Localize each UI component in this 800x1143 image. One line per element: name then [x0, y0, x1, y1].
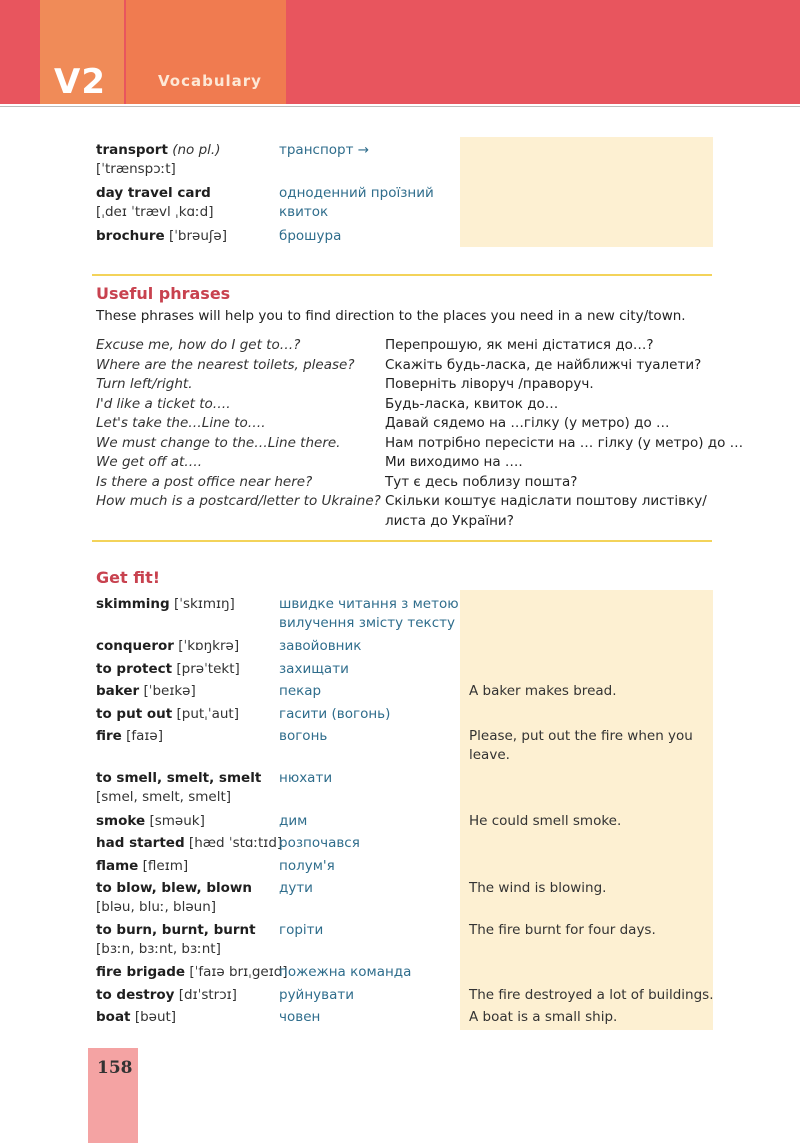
- entry-word: to protect: [96, 661, 173, 677]
- entry-fire-brigade: [96, 963, 288, 982]
- header-divider: [0, 106, 800, 107]
- entry-to-put-out: [96, 705, 239, 724]
- entry-word: to blow, blew, blown: [96, 880, 252, 896]
- entry-example: The wind is blowing.: [469, 880, 607, 896]
- section-title: Vocabulary: [158, 72, 262, 90]
- entry-word: brochure: [96, 228, 165, 244]
- entry-ipa: [prəˈtekt]: [176, 661, 240, 677]
- translation-line: вилучення змісту тексту: [279, 615, 455, 631]
- entry-word: day travel card: [96, 185, 211, 201]
- entry-ipa: [hæd ˈstɑːtɪd]: [188, 835, 283, 851]
- section-divider: [92, 540, 712, 542]
- entry-example: [469, 727, 693, 765]
- entry-translation: горіти: [279, 922, 324, 938]
- entry-translation: захищати: [279, 661, 349, 677]
- entry-word: fire: [96, 728, 122, 744]
- entry-ipa: [ˈtrænspɔːt]: [96, 161, 176, 177]
- entry-transport: [96, 141, 220, 179]
- section-divider: [92, 274, 712, 276]
- entry-translation: нюхати: [279, 770, 333, 786]
- entry-example: A baker makes bread.: [469, 683, 617, 699]
- entry-translation: завойовник: [279, 638, 362, 654]
- entry-word: baker: [96, 683, 140, 699]
- entry-ipa: [putˌˈaut]: [176, 706, 239, 722]
- phrase-en: Let's take the…Line to….: [96, 415, 266, 431]
- entry-ipa: [ˌdeɪ ˈtrævl ˌkɑːd]: [96, 204, 214, 220]
- entry-translation: пожежна команда: [279, 964, 412, 980]
- entry-had-started: [96, 834, 282, 853]
- entry-ipa: [faɪə]: [126, 728, 164, 744]
- entry-word: to smell, smelt, smelt: [96, 770, 262, 786]
- entry-word: to destroy: [96, 987, 175, 1003]
- entry-example: A boat is a small ship.: [469, 1009, 618, 1025]
- entry-translation: брошура: [279, 228, 342, 244]
- entry-translation: руйнувати: [279, 987, 355, 1003]
- entry-example: The fire burnt for four days.: [469, 922, 656, 938]
- entry-example: The fire destroyed a lot of buildings.: [469, 987, 714, 1003]
- entry-ipa: [ˈfaɪə brɪˌgeɪd]: [189, 964, 288, 980]
- unit-code: V2: [54, 62, 106, 102]
- entry-word: smoke: [96, 813, 146, 829]
- translation-line: швидке читання з метою: [279, 596, 459, 612]
- entry-ipa: [fleɪm]: [142, 858, 189, 874]
- entry-to-burn: [96, 921, 256, 959]
- translation-line: квиток: [279, 204, 329, 220]
- phrase-en: Is there a post office near here?: [96, 473, 313, 490]
- entry-boat: [96, 1008, 176, 1027]
- phrase-uk: Перепрошую, як мені дістатися до…?: [385, 337, 654, 353]
- entry-translation: транспорт →: [279, 142, 370, 158]
- entry-translation: вогонь: [279, 728, 328, 744]
- entry-ipa: [ˈbeɪkə]: [143, 683, 196, 699]
- phrase-en: We must change to the…Line there.: [96, 434, 341, 451]
- useful-phrases-intro: These phrases will help you to find direction to the places you need in a new city/town.: [96, 308, 686, 324]
- phrase-uk: Скажіть будь-ласка, де найближчі туалети?: [385, 356, 702, 373]
- entry-ipa: [bɜːn, bɜːnt, bɜːnt]: [96, 941, 221, 957]
- entry-day-travel-card: [96, 184, 214, 222]
- entry-to-destroy: [96, 986, 237, 1005]
- entry-word: to burn, burnt, burnt: [96, 922, 256, 938]
- entry-translation: пекар: [279, 683, 322, 699]
- phrase-en: How much is a postcard/letter to Ukraine?: [96, 493, 381, 509]
- entry-ipa: [bəut]: [134, 1009, 177, 1025]
- entry-fire: [96, 727, 163, 746]
- entry-brochure: [96, 227, 227, 246]
- phrase-en: I'd like a ticket to….: [96, 395, 231, 412]
- entry-conqueror: [96, 637, 239, 656]
- phrase-uk: Давай сядемо на …гілку (у метро) до …: [385, 415, 670, 431]
- entry-translation: розпочався: [279, 835, 360, 851]
- entry-to-blow: [96, 879, 252, 917]
- phrase-uk: Ми виходимо на ….: [385, 454, 523, 470]
- entry-skimming: [96, 595, 235, 614]
- entry-word: conqueror: [96, 638, 174, 654]
- entry-ipa: [ˈskɪmɪŋ]: [173, 596, 235, 612]
- phrase-uk: Будь-ласка, квиток до…: [385, 395, 559, 412]
- entry-word: skimming: [96, 596, 170, 612]
- entry-ipa: [smel, smelt, smelt]: [96, 789, 232, 805]
- phrase-uk: Нам потрібно пересісти на … гілку (у метро) до …: [385, 434, 744, 451]
- entry-smoke: [96, 812, 205, 831]
- entry-word: to put out: [96, 706, 173, 722]
- entry-translation: човен: [279, 1009, 321, 1025]
- entry-ipa: [bləu, bluː, bləun]: [96, 899, 217, 915]
- heading-useful-phrases: Useful phrases: [96, 284, 231, 303]
- entry-ipa: [sməuk]: [149, 813, 205, 829]
- entry-translation: [279, 184, 434, 222]
- heading-get-fit: Get fit!: [96, 568, 161, 587]
- entry-baker: [96, 682, 196, 701]
- entry-translation: дим: [279, 813, 308, 829]
- translation-line: одноденний проїзний: [279, 185, 434, 201]
- phrase-en: We get off at….: [96, 454, 203, 470]
- phrase-en: Excuse me, how do I get to…?: [96, 337, 301, 353]
- entry-word: transport: [96, 142, 168, 158]
- entry-pos: (no pl.): [172, 142, 221, 158]
- entry-ipa: [ˈbrəuʃə]: [168, 228, 228, 244]
- entry-translation: [279, 595, 459, 633]
- phrase-uk: Поверніть ліворуч /праворуч.: [385, 376, 594, 392]
- entry-word: boat: [96, 1009, 131, 1025]
- phrase-uk: [385, 492, 707, 531]
- entry-to-protect: [96, 660, 240, 679]
- entry-example: He could smell smoke.: [469, 813, 622, 829]
- entry-translation: полум'я: [279, 858, 335, 874]
- example-line: Please, put out the fire when you: [469, 728, 693, 744]
- entry-word: flame: [96, 858, 139, 874]
- entry-ipa: [ˈkɒŋkrə]: [178, 638, 240, 654]
- phrase-en: Turn left/right.: [96, 376, 193, 392]
- phrase-en: Where are the nearest toilets, please?: [96, 356, 355, 373]
- entry-flame: [96, 857, 188, 876]
- entry-translation: гасити (вогонь): [279, 706, 391, 722]
- notes-box: [460, 137, 713, 247]
- examples-box: [460, 590, 713, 1030]
- phrase-uk-line: листа до України?: [385, 512, 514, 529]
- phrase-uk-line: Скільки коштує надіслати поштову листівку/: [385, 493, 707, 509]
- entry-to-smell: [96, 769, 261, 807]
- phrase-uk: Тут є десь поблизу пошта?: [385, 473, 578, 490]
- entry-translation: дути: [279, 880, 313, 896]
- example-line: leave.: [469, 747, 510, 763]
- page-number: 158: [97, 1058, 133, 1078]
- entry-ipa: [dɪˈstrɔɪ]: [178, 987, 237, 1003]
- entry-word: fire brigade: [96, 964, 186, 980]
- entry-word: had started: [96, 835, 185, 851]
